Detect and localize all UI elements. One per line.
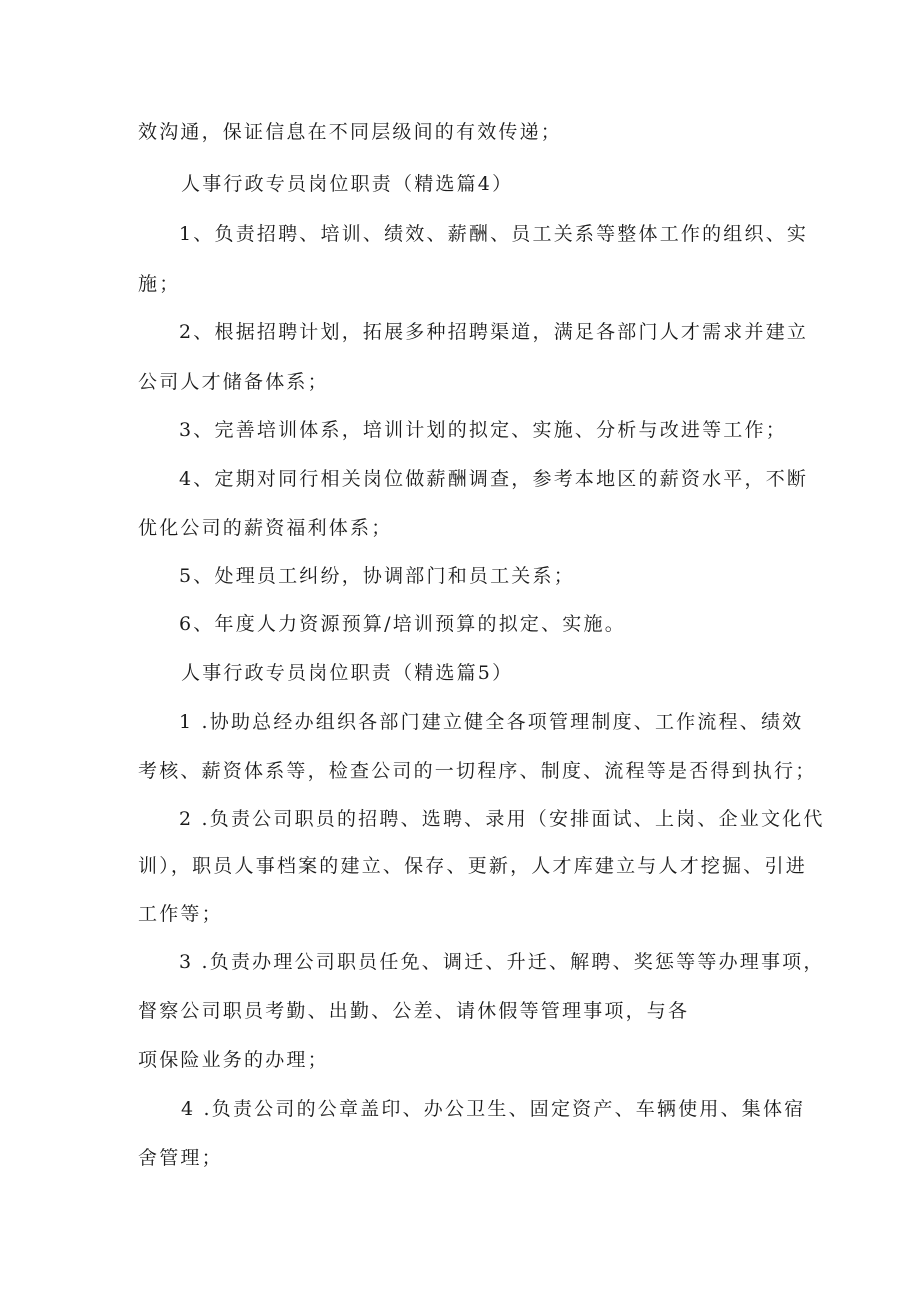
text-line: 3、完善培训体系，培训计划的拟定、实施、分析与改进等工作； bbox=[179, 419, 787, 441]
text-line: 5、处理员工纠纷，协调部门和员工关系； bbox=[179, 565, 575, 587]
text-line: 考核、薪资体系等，检查公司的一切程序、制度、流程等是否得到执行； bbox=[138, 760, 817, 782]
section-heading: 人事行政专员岗位职责（精选篇4） bbox=[181, 173, 514, 195]
text-line: 3 .负责办理公司职员任免、调迁、升迁、解聘、奖惩等等办理事项， bbox=[179, 951, 825, 973]
text-line: 1 .协助总经办组织各部门建立健全各项管理制度、工作流程、绩效 bbox=[179, 711, 804, 733]
section-heading: 人事行政专员岗位职责（精选篇5） bbox=[181, 662, 514, 684]
text-line: 2 .负责公司职员的招聘、选聘、录用（安排面试、上岗、企业文化代 bbox=[179, 808, 825, 830]
text-line: 4 .负责公司的公章盖印、办公卫生、固定资产、车辆使用、集体宿 bbox=[181, 1098, 806, 1120]
text-line: 效沟通，保证信息在不同层级间的有效传递； bbox=[138, 121, 563, 143]
text-line: 训），职员人事档案的建立、保存、更新，人才库建立与人才挖掘、引进 bbox=[138, 855, 807, 877]
text-line: 2、根据招聘计划，拓展多种招聘渠道，满足各部门人才需求并建立 bbox=[179, 321, 809, 343]
text-line: 1、负责招聘、培训、绩效、薪酬、员工关系等整体工作的组织、实 bbox=[179, 223, 809, 245]
text-line: 6、年度人力资源预算/培训预算的拟定、实施。 bbox=[179, 613, 626, 635]
text-line: 公司人才储备体系； bbox=[138, 371, 329, 393]
text-line: 督察公司职员考勤、出勤、公差、请休假等管理事项，与各 bbox=[138, 1000, 690, 1022]
text-line: 工作等； bbox=[138, 903, 223, 925]
text-line: 施； bbox=[138, 273, 181, 295]
text-line: 优化公司的薪资福利体系； bbox=[138, 517, 393, 539]
text-line: 项保险业务的办理； bbox=[138, 1049, 329, 1071]
text-line: 舍管理； bbox=[138, 1147, 223, 1169]
text-line: 4、定期对同行相关岗位做薪酬调查，参考本地区的薪资水平，不断 bbox=[179, 468, 809, 490]
